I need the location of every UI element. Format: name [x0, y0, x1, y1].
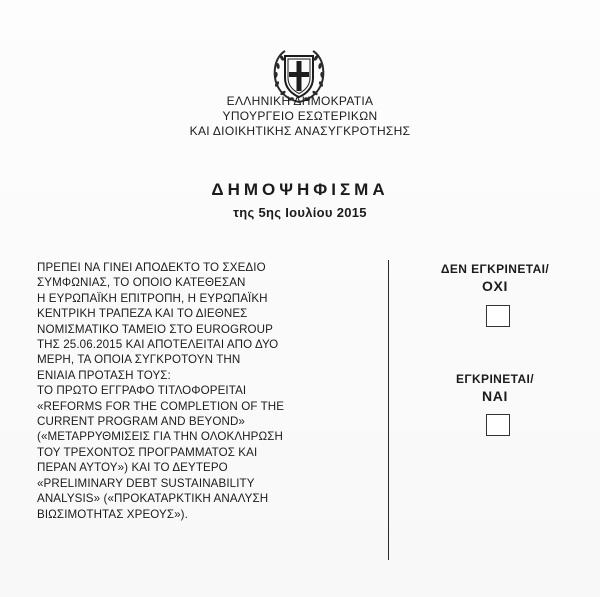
ballot-title: ΔΗΜΟΨΗΦΙΣΜΑ [211, 180, 389, 199]
question-line: («ΜΕΤΑΡΡΥΘΜΙΣΕΙΣ ΓΙΑ ΤΗΝ ΟΛΟΚΛΗΡΩΣΗ [37, 430, 283, 444]
question-line: ΣΥΜΦΩΝΙΑΣ, ΤΟ ΟΠΟΙΟ ΚΑΤΕΘΕΣΑΝ [37, 276, 246, 290]
question-line: ΚΕΝΤΡΙΚΗ ΤΡΑΠΕΖΑ ΚΑΙ ΤΟ ΔΙΕΘΝΕΣ [37, 307, 248, 321]
question-line: ΤΟΥ ΤΡΕΧΟΝΤΟΣ ΠΡΟΓΡΑΜΜΑΤΟΣ ΚΑΙ [37, 445, 258, 459]
question-line: CURRENT PROGRAM AND BEYOND» [37, 415, 245, 429]
question-line: ΤΟ ΠΡΩΤΟ ΕΓΓΡΑΦΟ ΤΙΤΛΟΦΟΡΕΙΤΑΙ [37, 384, 247, 398]
option-reject [405, 262, 585, 294]
question-line: ΤΗΣ 25.06.2015 ΚΑΙ ΑΠΟΤΕΛΕΙΤΑΙ ΑΠΟ ΔΥΟ [37, 338, 279, 352]
referendum-question [37, 260, 382, 522]
vote-yes-checkbox[interactable] [486, 414, 510, 436]
question-line: ΒΙΩΣΙΜΟΤΗΤΑΣ ΧΡΕΟΥΣ»). [37, 507, 188, 521]
question-line: ANALYSIS» («ΠΡΟΚΑΤΑΡΚΤΙΚΗ ΑΝΑΛΥΣΗ [37, 492, 269, 506]
ministry-line-3: ΚΑΙ ΔΙΟΙΚΗΤΙΚΗΣ ΑΝΑΣΥΓΚΡΟΤΗΣΗΣ [189, 124, 411, 138]
question-line: «PRELIMINARY DEBT SUSTAINABILITY [37, 476, 255, 490]
question-line: ΠΕΡΑΝ ΑΥΤΟΥ») ΚΑΙ ΤΟ ΔΕΥΤΕΡΟ [37, 461, 228, 475]
ministry-line-2: ΥΠΟΥΡΓΕΙΟ ΕΣΩΤΕΡΙΚΩΝ [222, 109, 378, 123]
question-line: Η ΕΥΡΩΠΑΪΚΗ ΕΠΙΤΡΟΠΗ, Η ΕΥΡΩΠΑΪΚΗ [37, 291, 268, 305]
option-approve [405, 372, 585, 404]
vote-no-checkbox[interactable] [486, 305, 510, 327]
ballot-date: της 5ης Ιουλίου 2015 [233, 205, 367, 220]
column-divider [388, 260, 389, 560]
ministry-line-1: ΕΛΛΗΝΙΚΗ ΔΗΜΟΚΡΑΤΙΑ [226, 94, 374, 108]
question-line: «REFORMS FOR THE COMPLETION OF THE [37, 399, 285, 413]
question-line: ΝΟΜΙΣΜΑΤΙΚΟ ΤΑΜΕΙΟ ΣΤΟ EUROGROUP [37, 322, 273, 336]
question-line: ΜΕΡΗ, ΤΑ ΟΠΟΙΑ ΣΥΓΚΡΟΤΟΥΝ ΤΗΝ [37, 353, 241, 367]
option-reject-answer: ΟΧΙ [482, 278, 508, 294]
question-line: ΠΡΕΠΕΙ ΝΑ ΓΙΝΕΙ ΑΠΟΔΕΚΤΟ ΤΟ ΣΧΕΔΙΟ [37, 261, 266, 274]
option-approve-label: ΕΓΚΡΙΝΕΤΑΙ/ [455, 372, 535, 386]
question-line: ΕΝΙΑΙΑ ΠΡΟΤΑΣΗ ΤΟΥΣ: [37, 368, 171, 382]
option-approve-answer: ΝΑΙ [482, 388, 508, 404]
option-reject-label: ΔΕΝ ΕΓΚΡΙΝΕΤΑΙ/ [440, 262, 550, 276]
